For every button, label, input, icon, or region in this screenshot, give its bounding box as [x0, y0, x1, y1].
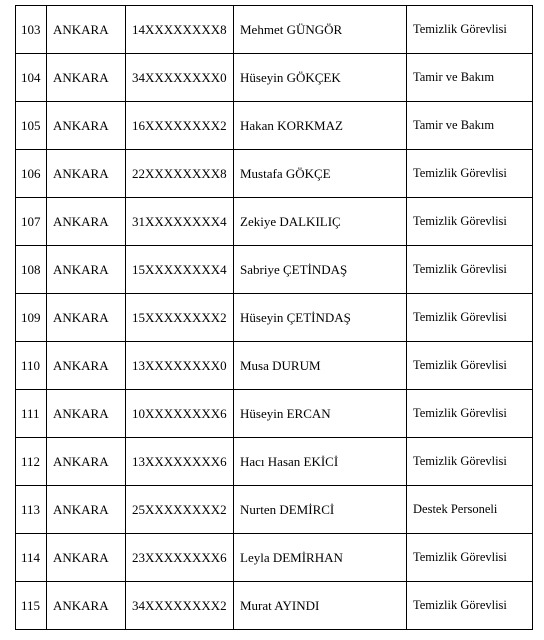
row-number-cell: 104 — [16, 54, 47, 102]
row-number-cell: 109 — [16, 294, 47, 342]
city-cell: ANKARA — [47, 486, 126, 534]
id-number-cell: 14XXXXXXXX8 — [126, 6, 234, 54]
position-cell: Temizlik Görevlisi — [407, 6, 533, 54]
row-number-cell: 113 — [16, 486, 47, 534]
city-cell: ANKARA — [47, 342, 126, 390]
id-number-cell: 15XXXXXXXX4 — [126, 246, 234, 294]
city-cell: ANKARA — [47, 390, 126, 438]
id-number-cell: 15XXXXXXXX2 — [126, 294, 234, 342]
city-cell: ANKARA — [47, 582, 126, 630]
row-number-cell: 103 — [16, 6, 47, 54]
row-number-cell: 108 — [16, 246, 47, 294]
row-number-cell: 107 — [16, 198, 47, 246]
position-cell: Tamir ve Bakım — [407, 102, 533, 150]
city-cell: ANKARA — [47, 438, 126, 486]
row-number-cell: 115 — [16, 582, 47, 630]
table-row — [16, 582, 533, 630]
personnel-table-body — [16, 6, 533, 630]
city-cell: ANKARA — [47, 534, 126, 582]
row-number-cell: 105 — [16, 102, 47, 150]
id-number-cell: 22XXXXXXXX8 — [126, 150, 234, 198]
city-cell: ANKARA — [47, 102, 126, 150]
position-cell: Temizlik Görevlisi — [407, 534, 533, 582]
position-cell: Temizlik Görevlisi — [407, 150, 533, 198]
table-row — [16, 198, 533, 246]
full-name-cell: Hüseyin ERCAN — [234, 390, 407, 438]
id-number-cell: 25XXXXXXXX2 — [126, 486, 234, 534]
city-cell: ANKARA — [47, 198, 126, 246]
id-number-cell: 23XXXXXXXX6 — [126, 534, 234, 582]
full-name-cell: Hacı Hasan EKİCİ — [234, 438, 407, 486]
city-cell: ANKARA — [47, 150, 126, 198]
position-cell: Temizlik Görevlisi — [407, 438, 533, 486]
id-number-cell: 31XXXXXXXX4 — [126, 198, 234, 246]
table-row — [16, 150, 533, 198]
position-cell: Tamir ve Bakım — [407, 54, 533, 102]
city-cell: ANKARA — [47, 294, 126, 342]
table-row — [16, 54, 533, 102]
position-cell: Temizlik Görevlisi — [407, 294, 533, 342]
position-cell: Temizlik Görevlisi — [407, 198, 533, 246]
position-cell: Temizlik Görevlisi — [407, 342, 533, 390]
id-number-cell: 10XXXXXXXX6 — [126, 390, 234, 438]
full-name-cell: Mehmet GÜNGÖR — [234, 6, 407, 54]
id-number-cell: 13XXXXXXXX6 — [126, 438, 234, 486]
table-row — [16, 294, 533, 342]
city-cell: ANKARA — [47, 54, 126, 102]
id-number-cell: 34XXXXXXXX2 — [126, 582, 234, 630]
row-number-cell: 112 — [16, 438, 47, 486]
full-name-cell: Hüseyin GÖKÇEK — [234, 54, 407, 102]
full-name-cell: Murat AYINDI — [234, 582, 407, 630]
city-cell: ANKARA — [47, 6, 126, 54]
full-name-cell: Mustafa GÖKÇE — [234, 150, 407, 198]
full-name-cell: Sabriye ÇETİNDAŞ — [234, 246, 407, 294]
table-row — [16, 102, 533, 150]
personnel-table — [15, 5, 533, 630]
id-number-cell: 34XXXXXXXX0 — [126, 54, 234, 102]
row-number-cell: 114 — [16, 534, 47, 582]
full-name-cell: Leyla DEMİRHAN — [234, 534, 407, 582]
table-row — [16, 534, 533, 582]
full-name-cell: Musa DURUM — [234, 342, 407, 390]
position-cell: Temizlik Görevlisi — [407, 582, 533, 630]
full-name-cell: Hüseyin ÇETİNDAŞ — [234, 294, 407, 342]
row-number-cell: 110 — [16, 342, 47, 390]
position-cell: Temizlik Görevlisi — [407, 246, 533, 294]
id-number-cell: 13XXXXXXXX0 — [126, 342, 234, 390]
row-number-cell: 111 — [16, 390, 47, 438]
full-name-cell: Zekiye DALKILIÇ — [234, 198, 407, 246]
table-row — [16, 6, 533, 54]
position-cell: Destek Personeli — [407, 486, 533, 534]
table-row — [16, 246, 533, 294]
table-row — [16, 342, 533, 390]
row-number-cell: 106 — [16, 150, 47, 198]
table-row — [16, 390, 533, 438]
table-row — [16, 438, 533, 486]
city-cell: ANKARA — [47, 246, 126, 294]
table-row — [16, 486, 533, 534]
id-number-cell: 16XXXXXXXX2 — [126, 102, 234, 150]
full-name-cell: Nurten DEMİRCİ — [234, 486, 407, 534]
position-cell: Temizlik Görevlisi — [407, 390, 533, 438]
full-name-cell: Hakan KORKMAZ — [234, 102, 407, 150]
